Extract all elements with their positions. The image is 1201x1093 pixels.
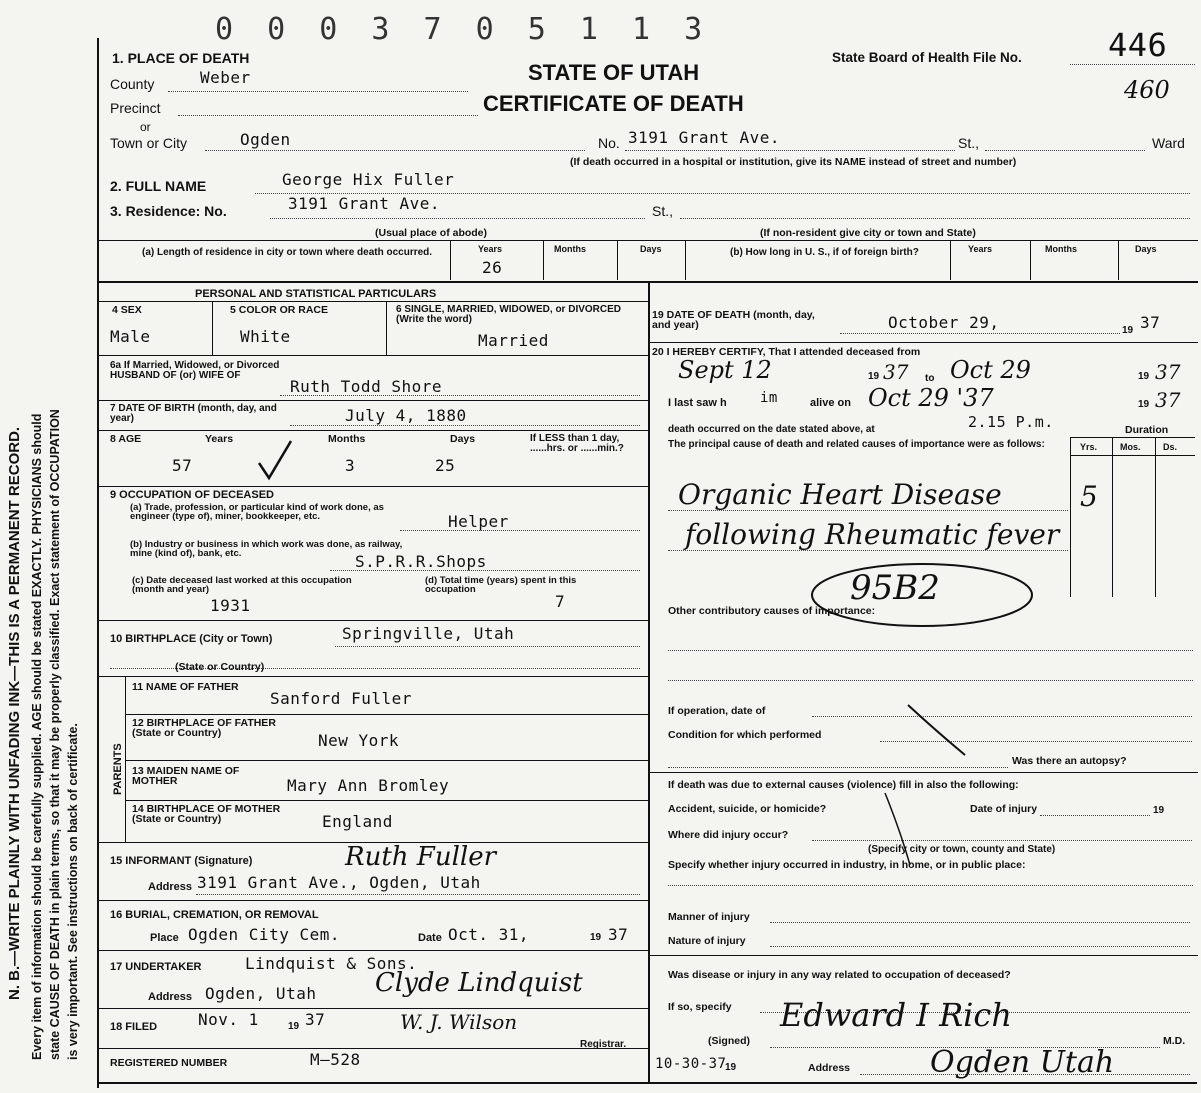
instructions-line-1: Every item of information should be carefully supplied. AGE should be stated EXACTLY. PHYSICIANS should [30, 413, 44, 1060]
dob-label: 7 DATE OF BIRTH (month, day, and year) [110, 403, 277, 424]
personal-heading: PERSONAL AND STATISTICAL PARTICULARS [195, 288, 437, 300]
race-value: White [240, 327, 291, 346]
mother-name-value: Mary Ann Bromley [287, 776, 450, 795]
county-value: Weber [200, 68, 251, 87]
principal-cause-label: The principal cause of death and related causes of importance were as follows: [668, 439, 1045, 450]
county-label: County [110, 76, 155, 92]
where-injury-label: Where did injury occur? [668, 829, 789, 841]
to-label: to [925, 373, 935, 384]
ward-label: Ward [1152, 135, 1185, 151]
informant-label: 15 INFORMANT (Signature) [110, 855, 253, 867]
res-months-label: Months [554, 244, 586, 254]
filed-date: Nov. 1 [198, 1010, 259, 1029]
hospital-note: (If death occurred in a hospital or institution, give its NAME instead of street and number) [570, 156, 1017, 168]
age-days-label: Days [450, 433, 476, 445]
death-address: 3191 Grant Ave. [628, 128, 780, 147]
nonresident-note: (If non-resident give city or town and State) [760, 227, 976, 239]
mos-label: Mos. [1120, 442, 1141, 452]
from-year-prefix: 19 [868, 371, 880, 382]
file-no-label: State Board of Health File No. [832, 50, 1022, 65]
birthplace-state-label: (State or Country) [175, 661, 265, 673]
mother-birthplace-label: 14 BIRTHPLACE OF MOTHER (State or Country) [132, 803, 281, 825]
certificate-number: 0 0 0 3 7 0 5 1 1 3 [215, 12, 711, 47]
informant-address-label: Address [148, 881, 193, 893]
burial-year-prefix: 19 [590, 932, 602, 943]
physician-address: Ogden Utah [930, 1045, 1115, 1080]
dash-stroke-2 [880, 790, 920, 870]
burial-place-label: Place [150, 932, 179, 944]
to-year: 37 [1155, 360, 1181, 384]
birthplace-value: Springville, Utah [342, 624, 515, 643]
last-worked-value: 1931 [210, 596, 251, 615]
yrs-label: Yrs. [1080, 442, 1098, 452]
informant-signature: Ruth Fuller [345, 842, 497, 872]
column-divider [648, 283, 650, 1083]
injury-date-label: Date of injury [970, 803, 1038, 815]
physician-signature: Edward I Rich [780, 996, 1012, 1034]
town-value: Ogden [240, 130, 291, 149]
alive-on-label: alive on [810, 397, 851, 409]
instructions-line-2: state CAUSE OF DEATH in plain terms, so that it may be properly classified. Exact statement of OCCUPATION [48, 409, 62, 1060]
marital-value: Married [478, 331, 549, 350]
undertaker-value: Lindquist & Sons. [245, 954, 418, 973]
residence-length-label: (a) Length of residence in city or town where death occurred. [142, 247, 433, 258]
injury-year-prefix: 19 [1153, 805, 1165, 816]
check-mark [255, 438, 295, 483]
attended-to: Oct 29 [950, 356, 1031, 384]
state-heading: STATE OF UTAH [528, 60, 700, 85]
accident-label: Accident, suicide, or homicide? [668, 803, 827, 815]
ds-label: Ds. [1163, 442, 1178, 452]
last-saw-label: I last saw h [668, 397, 727, 409]
registered-number: M—528 [310, 1050, 361, 1069]
registrar-signature: W. J. Wilson [400, 1010, 518, 1034]
occurred-label: death occurred on the date stated above, at [668, 424, 875, 435]
signature-date: 10-30-37 [655, 1056, 727, 1072]
certificate-title: CERTIFICATE OF DEATH [483, 91, 744, 116]
death-time: 2.15 P.m. [968, 413, 1054, 431]
from-year: 37 [883, 360, 909, 384]
res-years-value: 26 [482, 258, 503, 277]
informant-address: 3191 Grant Ave., Ogden, Utah [197, 873, 481, 892]
burial-place-value: Ogden City Cem. [188, 925, 340, 944]
last-worked-label: (c) Date deceased last worked at this occupation (month and year) [132, 575, 352, 595]
form-bottom-border [97, 1082, 1197, 1084]
father-name-value: Sanford Fuller [270, 689, 412, 708]
condition-label: Condition for which performed [668, 729, 822, 741]
form-left-border [97, 38, 99, 1088]
total-time-label: (d) Total time (years) spent in this occupation [425, 575, 577, 595]
industry-value: S.P.R.R.Shops [355, 552, 487, 571]
file-number: 446 [1108, 26, 1168, 64]
age-months-label: Months [328, 433, 366, 445]
nature-label: Nature of injury [668, 935, 746, 947]
filed-year-prefix: 19 [288, 1021, 300, 1032]
father-birthplace-value: New York [318, 731, 400, 750]
signature-year-prefix: 19 [725, 1062, 737, 1073]
instructions-line-3: is very important. See instructions on back of certificate. [66, 723, 80, 1060]
occupation-label: 9 OCCUPATION OF DECEASED [110, 489, 274, 501]
md-label: M.D. [1163, 1035, 1186, 1047]
us-years-label: Years [968, 244, 993, 254]
death-year-prefix: 19 [1122, 325, 1134, 336]
last-saw-date: Oct 29 '37 [868, 384, 994, 412]
or-label: or [140, 120, 151, 134]
certify-label: 20 I HEREBY CERTIFY, That I attended deceased from [652, 346, 921, 358]
marital-label: 6 SINGLE, MARRIED, WIDOWED, or DIVORCED (Write the word) [396, 304, 622, 325]
to-year-prefix: 19 [1138, 371, 1150, 382]
spouse-label: 6a If Married, Widowed, or Divorced HUSBAND OF (or) WIFE OF [110, 360, 280, 381]
cause-of-death-2: following Rheumatic fever [685, 518, 1060, 551]
burial-label: 16 BURIAL, CREMATION, OR REMOVAL [110, 909, 319, 921]
undertaker-label: 17 UNDERTAKER [110, 961, 202, 973]
full-name-label: 2. FULL NAME [110, 178, 207, 194]
specify-city-note: (Specify city or town, county and State) [868, 844, 1056, 855]
if-so-label: If so, specify [668, 1001, 732, 1013]
dash-stroke [905, 700, 975, 760]
age-years-value: 57 [172, 456, 193, 475]
occupation-a-label: (a) Trade, profession, or particular kind of work done, as engineer (type of), miner, bookkeeper, etc. [130, 502, 384, 522]
undertaker-address: Ogden, Utah [205, 984, 317, 1003]
cause-of-death-1: Organic Heart Disease [678, 478, 1002, 511]
attended-from: Sept 12 [678, 356, 772, 384]
date-of-death-label: 19 DATE OF DEATH (month, day, and year) [652, 309, 815, 331]
registrar-label: Registrar. [580, 1039, 627, 1050]
residence-label: 3. Residence: No. [110, 203, 227, 219]
last-saw-year: 37 [1155, 388, 1181, 412]
dob-value: July 4, 1880 [345, 406, 467, 425]
age-label: 8 AGE [110, 433, 142, 445]
specify-where-label: Specify whether injury occurred in industry, in home, or in public place: [668, 859, 1026, 871]
external-causes-label: If death was due to external causes (violence) fill in also the following: [668, 779, 1019, 791]
us-length-label: (b) How long in U. S., if of foreign birth? [730, 247, 919, 258]
age-months-value: 3 [345, 456, 356, 475]
place-of-death-label: 1. PLACE OF DEATH [112, 50, 250, 66]
birthplace-label: 10 BIRTHPLACE (City or Town) [110, 633, 273, 645]
undertaker-signature: Clyde Lindquist [375, 968, 583, 998]
secondary-number: 460 [1124, 76, 1170, 104]
registered-number-label: REGISTERED NUMBER [110, 1057, 228, 1069]
age-years-label: Years [205, 433, 234, 445]
parents-side-label: PARENTS [112, 743, 124, 795]
age-days-value: 25 [435, 456, 456, 475]
autopsy-label: Was there an autopsy? [1012, 755, 1127, 767]
sex-value: Male [110, 327, 151, 346]
res-years-label: Years [478, 244, 503, 254]
operation-label: If operation, date of [668, 705, 766, 717]
father-birthplace-label: 12 BIRTHPLACE OF FATHER (State or Country) [132, 717, 276, 739]
father-name-label: 11 NAME OF FATHER [132, 681, 239, 693]
duration-label: Duration [1125, 424, 1169, 436]
race-label: 5 COLOR OR RACE [230, 304, 329, 316]
sex-label: 4 SEX [112, 304, 142, 316]
burial-date-label: Date [418, 932, 442, 944]
us-days-label: Days [1135, 244, 1157, 254]
last-saw-him: im [760, 390, 778, 406]
physician-address-label: Address [808, 1062, 851, 1074]
full-name-value: George Hix Fuller [282, 170, 455, 189]
residence-value: 3191 Grant Ave. [288, 194, 440, 213]
less-than-day-label: If LESS than 1 day, ......hrs. or ......min.? [530, 433, 624, 454]
spouse-value: Ruth Todd Shore [290, 377, 442, 396]
us-months-label: Months [1045, 244, 1077, 254]
precinct-label: Precinct [110, 100, 161, 116]
industry-b-label: (b) Industry or business in which work was done, as railway, mine (kind of), bank, etc. [130, 539, 403, 559]
total-time-value: 7 [555, 592, 566, 611]
res-days-label: Days [640, 244, 662, 254]
filed-label: 18 FILED [110, 1021, 158, 1033]
permanent-record-note: N. B.—WRITE PLAINLY WITH UNFADING INK—THIS IS A PERMANENT RECORD. [6, 426, 23, 1000]
signed-label: (Signed) [708, 1035, 750, 1047]
cause-1-years: 5 [1080, 480, 1098, 513]
mother-birthplace-value: England [322, 812, 393, 831]
death-year: 37 [1140, 313, 1161, 332]
manner-label: Manner of injury [668, 911, 750, 923]
filed-year: 37 [305, 1010, 326, 1029]
usual-abode-note: (Usual place of abode) [375, 227, 488, 239]
st-label: St., [958, 135, 980, 151]
burial-year: 37 [608, 925, 629, 944]
street-no-label: No. [598, 135, 620, 151]
occupation-value: Helper [448, 512, 509, 531]
cause-code: 95B2 [850, 568, 940, 608]
burial-date-value: Oct. 31, [448, 925, 530, 944]
other-causes-label: Other contributory causes of importance: [668, 605, 876, 617]
residence-st-label: St., [652, 203, 674, 219]
town-label: Town or City [110, 135, 188, 151]
mother-name-label: 13 MAIDEN NAME OF MOTHER [132, 765, 240, 787]
date-of-death-value: October 29, [888, 313, 1000, 332]
occ-related-label: Was disease or injury in any way related to occupation of deceased? [668, 969, 1011, 981]
last-saw-year-prefix: 19 [1138, 399, 1150, 410]
undertaker-address-label: Address [148, 991, 193, 1003]
